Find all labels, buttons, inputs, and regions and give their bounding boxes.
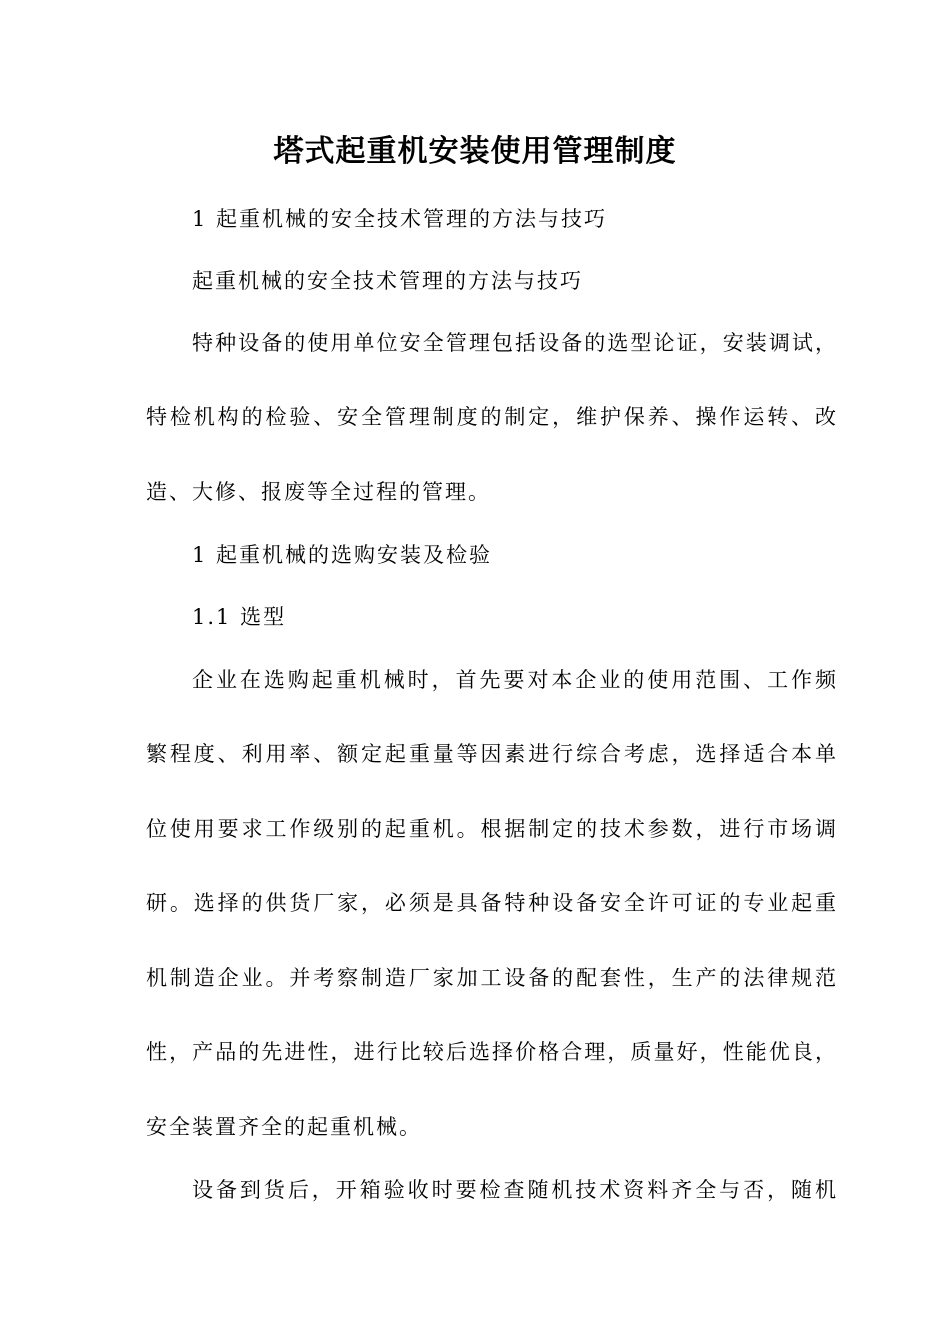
subsection-heading: 1.1 选型 xyxy=(192,605,287,629)
paragraph-line: 研。选择的供货厂家，必须是具备特种设备安全许可证的专业起重 xyxy=(146,891,836,915)
paragraph-line: 特检机构的检验、安全管理制度的制定，维护保养、操作运转、改 xyxy=(146,405,836,429)
paragraph-line: 设备到货后，开箱验收时要检查随机技术资料齐全与否，随机 xyxy=(192,1178,836,1202)
subheading: 起重机械的安全技术管理的方法与技巧 xyxy=(192,269,583,293)
paragraph-line: 位使用要求工作级别的起重机。根据制定的技术参数，进行市场调 xyxy=(146,817,836,841)
paragraph-line: 安全装置齐全的起重机械。 xyxy=(146,1115,422,1139)
paragraph-line: 繁程度、利用率、额定起重量等因素进行综合考虑，选择适合本单 xyxy=(146,742,836,766)
document-title: 塔式起重机安装使用管理制度 xyxy=(273,134,677,169)
paragraph-line: 性，产品的先进性，进行比较后选择价格合理，质量好，性能优良， xyxy=(146,1040,836,1064)
paragraph-line: 特种设备的使用单位安全管理包括设备的选型论证，安装调试， xyxy=(192,331,836,355)
paragraph-line: 造、大修、报废等全过程的管理。 xyxy=(146,480,491,504)
section-heading: 1 起重机械的安全技术管理的方法与技巧 xyxy=(192,207,608,231)
paragraph-line: 机制造企业。并考察制造厂家加工设备的配套性，生产的法律规范 xyxy=(146,966,836,990)
paragraph-line: 企业在选购起重机械时，首先要对本企业的使用范围、工作频 xyxy=(192,668,836,692)
section-heading: 1 起重机械的选购安装及检验 xyxy=(192,543,493,567)
